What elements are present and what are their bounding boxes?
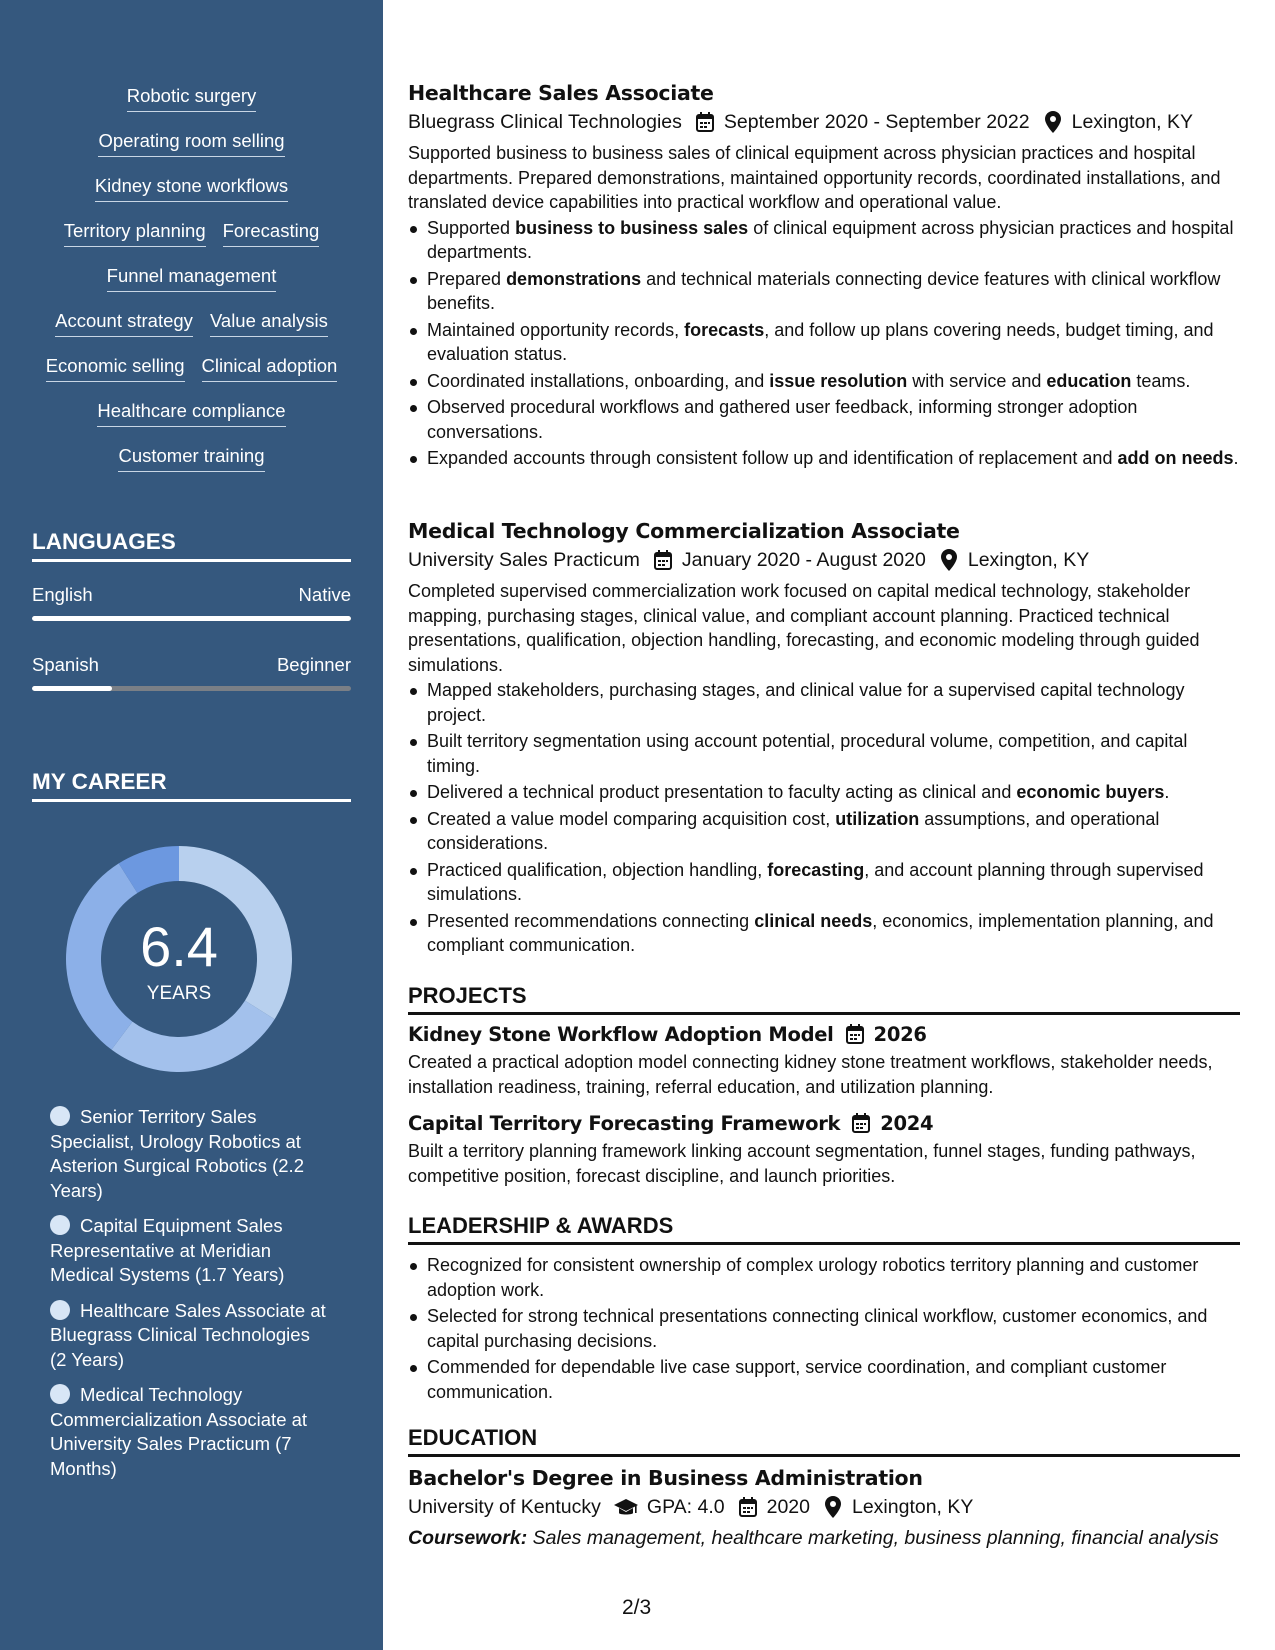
career-legend-item bbox=[50, 1105, 330, 1203]
legend-dot bbox=[50, 1215, 70, 1235]
location-pin-icon bbox=[938, 549, 960, 571]
legend-dot bbox=[50, 1300, 70, 1320]
project-year: 2026 bbox=[873, 1023, 927, 1046]
company-name: Bluegrass Clinical Technologies bbox=[408, 111, 682, 133]
job-location: Lexington, KY bbox=[967, 549, 1090, 571]
skill-row bbox=[0, 309, 383, 354]
skill-row bbox=[0, 399, 383, 444]
language-level: Beginner bbox=[276, 654, 351, 675]
language-bar-fill bbox=[32, 686, 112, 691]
skill-tag: Economic selling bbox=[46, 354, 185, 382]
calendar-icon bbox=[652, 549, 674, 571]
coursework-text: Sales management, healthcare marketing, business planning, financial analysis bbox=[532, 1527, 1219, 1549]
coursework-label: Coursework: bbox=[408, 1527, 528, 1549]
projects-heading: PROJECTS bbox=[408, 983, 1240, 1015]
bullet-item: Supported business to business sales of clinical equipment across physician practices and hospital departments. bbox=[408, 216, 1240, 265]
skill-tag: Healthcare compliance bbox=[97, 399, 285, 427]
location-pin-icon bbox=[822, 1496, 844, 1518]
career-donut-segment bbox=[66, 863, 137, 1049]
legend-dot bbox=[50, 1384, 70, 1404]
bullet-item: Coordinated installations, onboarding, and issue resolution with service and education teams. bbox=[408, 369, 1240, 394]
leadership-section bbox=[408, 1213, 1240, 1406]
education-heading: EDUCATION bbox=[408, 1425, 1240, 1457]
career-legend-item bbox=[50, 1214, 330, 1288]
calendar-icon bbox=[694, 111, 716, 133]
bullet-item: Built territory segmentation using account potential, procedural volume, competition, and capital timing. bbox=[408, 729, 1240, 778]
career-legend-item bbox=[50, 1299, 330, 1373]
skill-tag: Funnel management bbox=[107, 264, 277, 292]
language-english bbox=[32, 583, 351, 621]
career-legend-text: Senior Territory Sales Specialist, Urology Robotics at Asterion Surgical Robotics (2.2 Years) bbox=[50, 1106, 304, 1201]
education-section bbox=[408, 1425, 1240, 1551]
bullet-item: Mapped stakeholders, purchasing stages, and clinical value for a supervised capital technology project. bbox=[408, 678, 1240, 727]
bullet-item: Created a value model comparing acquisition cost, utilization assumptions, and operational considerations. bbox=[408, 807, 1240, 856]
language-name: English bbox=[32, 584, 93, 605]
career-heading: MY CAREER bbox=[32, 769, 351, 802]
job-dates: January 2020 - August 2020 bbox=[681, 549, 926, 571]
school-location: Lexington, KY bbox=[851, 1496, 974, 1518]
career-legend-item bbox=[50, 1383, 330, 1481]
language-bar bbox=[32, 686, 351, 691]
bullet-item: Practiced qualification, objection handling, forecasting, and account planning through supervised simulations. bbox=[408, 858, 1240, 907]
school-name: University of Kentucky bbox=[408, 1496, 601, 1518]
job-title: Medical Technology Commercialization Associate bbox=[408, 519, 960, 543]
skill-row bbox=[0, 84, 383, 129]
graduation-cap-icon bbox=[613, 1496, 639, 1518]
bullet-item: Presented recommendations connecting clinical needs, economics, implementation planning, and compliant communication. bbox=[408, 909, 1240, 958]
skill-tag: Robotic surgery bbox=[127, 84, 257, 112]
language-bar-fill bbox=[32, 616, 351, 621]
language-bar bbox=[32, 616, 351, 621]
location-pin-icon bbox=[1042, 111, 1064, 133]
graduation-year: 2020 bbox=[766, 1496, 810, 1518]
job-bullets bbox=[408, 678, 1240, 958]
project-title: Capital Territory Forecasting Framework bbox=[408, 1112, 841, 1135]
skill-tag: Customer training bbox=[118, 444, 264, 472]
career-legend-text: Medical Technology Commercialization Associate at University Sales Practicum (7 Months) bbox=[50, 1384, 308, 1479]
coursework bbox=[408, 1526, 1240, 1551]
skill-tag: Operating room selling bbox=[98, 129, 284, 157]
language-spanish bbox=[32, 653, 351, 691]
skill-row bbox=[0, 129, 383, 174]
career-total-unit: YEARS bbox=[146, 983, 212, 1004]
career-donut-chart bbox=[66, 846, 292, 1072]
language-name: Spanish bbox=[32, 654, 99, 675]
experience-entry bbox=[408, 80, 1240, 473]
calendar-icon bbox=[737, 1496, 759, 1518]
bullet-item: Commended for dependable live case support, service coordination, and compliant customer communication. bbox=[408, 1355, 1240, 1404]
skill-tag: Value analysis bbox=[210, 309, 328, 337]
skill-tag: Account strategy bbox=[55, 309, 193, 337]
career-legend bbox=[50, 1105, 330, 1492]
job-bullets bbox=[408, 216, 1240, 471]
skill-row bbox=[0, 174, 383, 219]
skill-tag: Territory planning bbox=[64, 219, 206, 247]
project-description: Created a practical adoption model connecting kidney stone treatment workflows, stakeholder needs, installation readiness, training, referral education, and utilization planning. bbox=[408, 1052, 1213, 1097]
legend-dot bbox=[50, 1106, 70, 1126]
job-summary: Completed supervised commercialization work focused on capital medical technology, stakeholder mapping, purchasing stages, clinical value, and compliant account planning. Practiced technical presentations, qualification, objection handling, forecasting, and economic modeling through guided simulations. bbox=[408, 581, 1200, 675]
bullet-item: Expanded accounts through consistent follow up and identification of replacement and add on needs. bbox=[408, 446, 1240, 471]
bullet-item: Selected for strong technical presentations connecting clinical workflow, customer economics, and capital purchasing decisions. bbox=[408, 1304, 1240, 1353]
job-title: Healthcare Sales Associate bbox=[408, 81, 714, 105]
projects-section bbox=[408, 983, 1240, 1188]
leadership-bullets bbox=[408, 1253, 1240, 1404]
page-number: 2/3 bbox=[622, 1596, 652, 1619]
skill-row bbox=[0, 264, 383, 309]
project-entry bbox=[408, 1111, 1240, 1188]
career-total-value: 6.4 bbox=[140, 915, 218, 978]
sidebar bbox=[0, 0, 383, 1650]
career-legend-text: Healthcare Sales Associate at Bluegrass Clinical Technologies (2 Years) bbox=[50, 1299, 326, 1370]
project-description: Built a territory planning framework linking account segmentation, funnel stages, funding pathways, competitive position, forecast discipline, and launch priorities. bbox=[408, 1141, 1196, 1186]
skill-tag: Clinical adoption bbox=[202, 354, 338, 382]
calendar-icon bbox=[852, 1113, 874, 1135]
skill-row bbox=[0, 354, 383, 399]
project-entry bbox=[408, 1022, 1240, 1099]
bullet-item: Recognized for consistent ownership of complex urology robotics territory planning and customer adoption work. bbox=[408, 1253, 1240, 1302]
skill-tag: Kidney stone workflows bbox=[95, 174, 288, 202]
degree-title: Bachelor's Degree in Business Administration bbox=[408, 1466, 923, 1490]
skill-row bbox=[0, 444, 383, 489]
bullet-item: Prepared demonstrations and technical materials connecting device features with clinical workflow benefits. bbox=[408, 267, 1240, 316]
bullet-item: Delivered a technical product presentation to faculty acting as clinical and economic buyers. bbox=[408, 780, 1240, 805]
career-donut-segment bbox=[112, 1001, 275, 1072]
gpa: GPA: 4.0 bbox=[646, 1496, 725, 1518]
bullet-item: Maintained opportunity records, forecasts, and follow up plans covering needs, budget timing, and evaluation status. bbox=[408, 318, 1240, 367]
company-name: University Sales Practicum bbox=[408, 549, 640, 571]
skill-tag: Forecasting bbox=[223, 219, 320, 247]
languages-heading: LANGUAGES bbox=[32, 529, 351, 562]
skills-list bbox=[0, 84, 383, 489]
skill-row bbox=[0, 219, 383, 264]
calendar-icon bbox=[846, 1024, 868, 1046]
leadership-heading: LEADERSHIP & AWARDS bbox=[408, 1213, 1240, 1245]
language-level: Native bbox=[298, 584, 351, 605]
project-year: 2024 bbox=[880, 1112, 934, 1135]
job-dates: September 2020 - September 2022 bbox=[723, 111, 1030, 133]
job-summary: Supported business to business sales of clinical equipment across physician practices and hospital departments. Prepared demonstrations, maintained opportunity records, coordinated installations, and translated device capabilities into practical workflow and operational value. bbox=[408, 143, 1221, 212]
job-location: Lexington, KY bbox=[1071, 111, 1194, 133]
experience-entry bbox=[408, 518, 1240, 960]
bullet-item: Observed procedural workflows and gathered user feedback, informing stronger adoption conversations. bbox=[408, 395, 1240, 444]
career-legend-text: Capital Equipment Sales Representative at Meridian Medical Systems (1.7 Years) bbox=[50, 1215, 285, 1285]
project-title: Kidney Stone Workflow Adoption Model bbox=[408, 1023, 834, 1046]
